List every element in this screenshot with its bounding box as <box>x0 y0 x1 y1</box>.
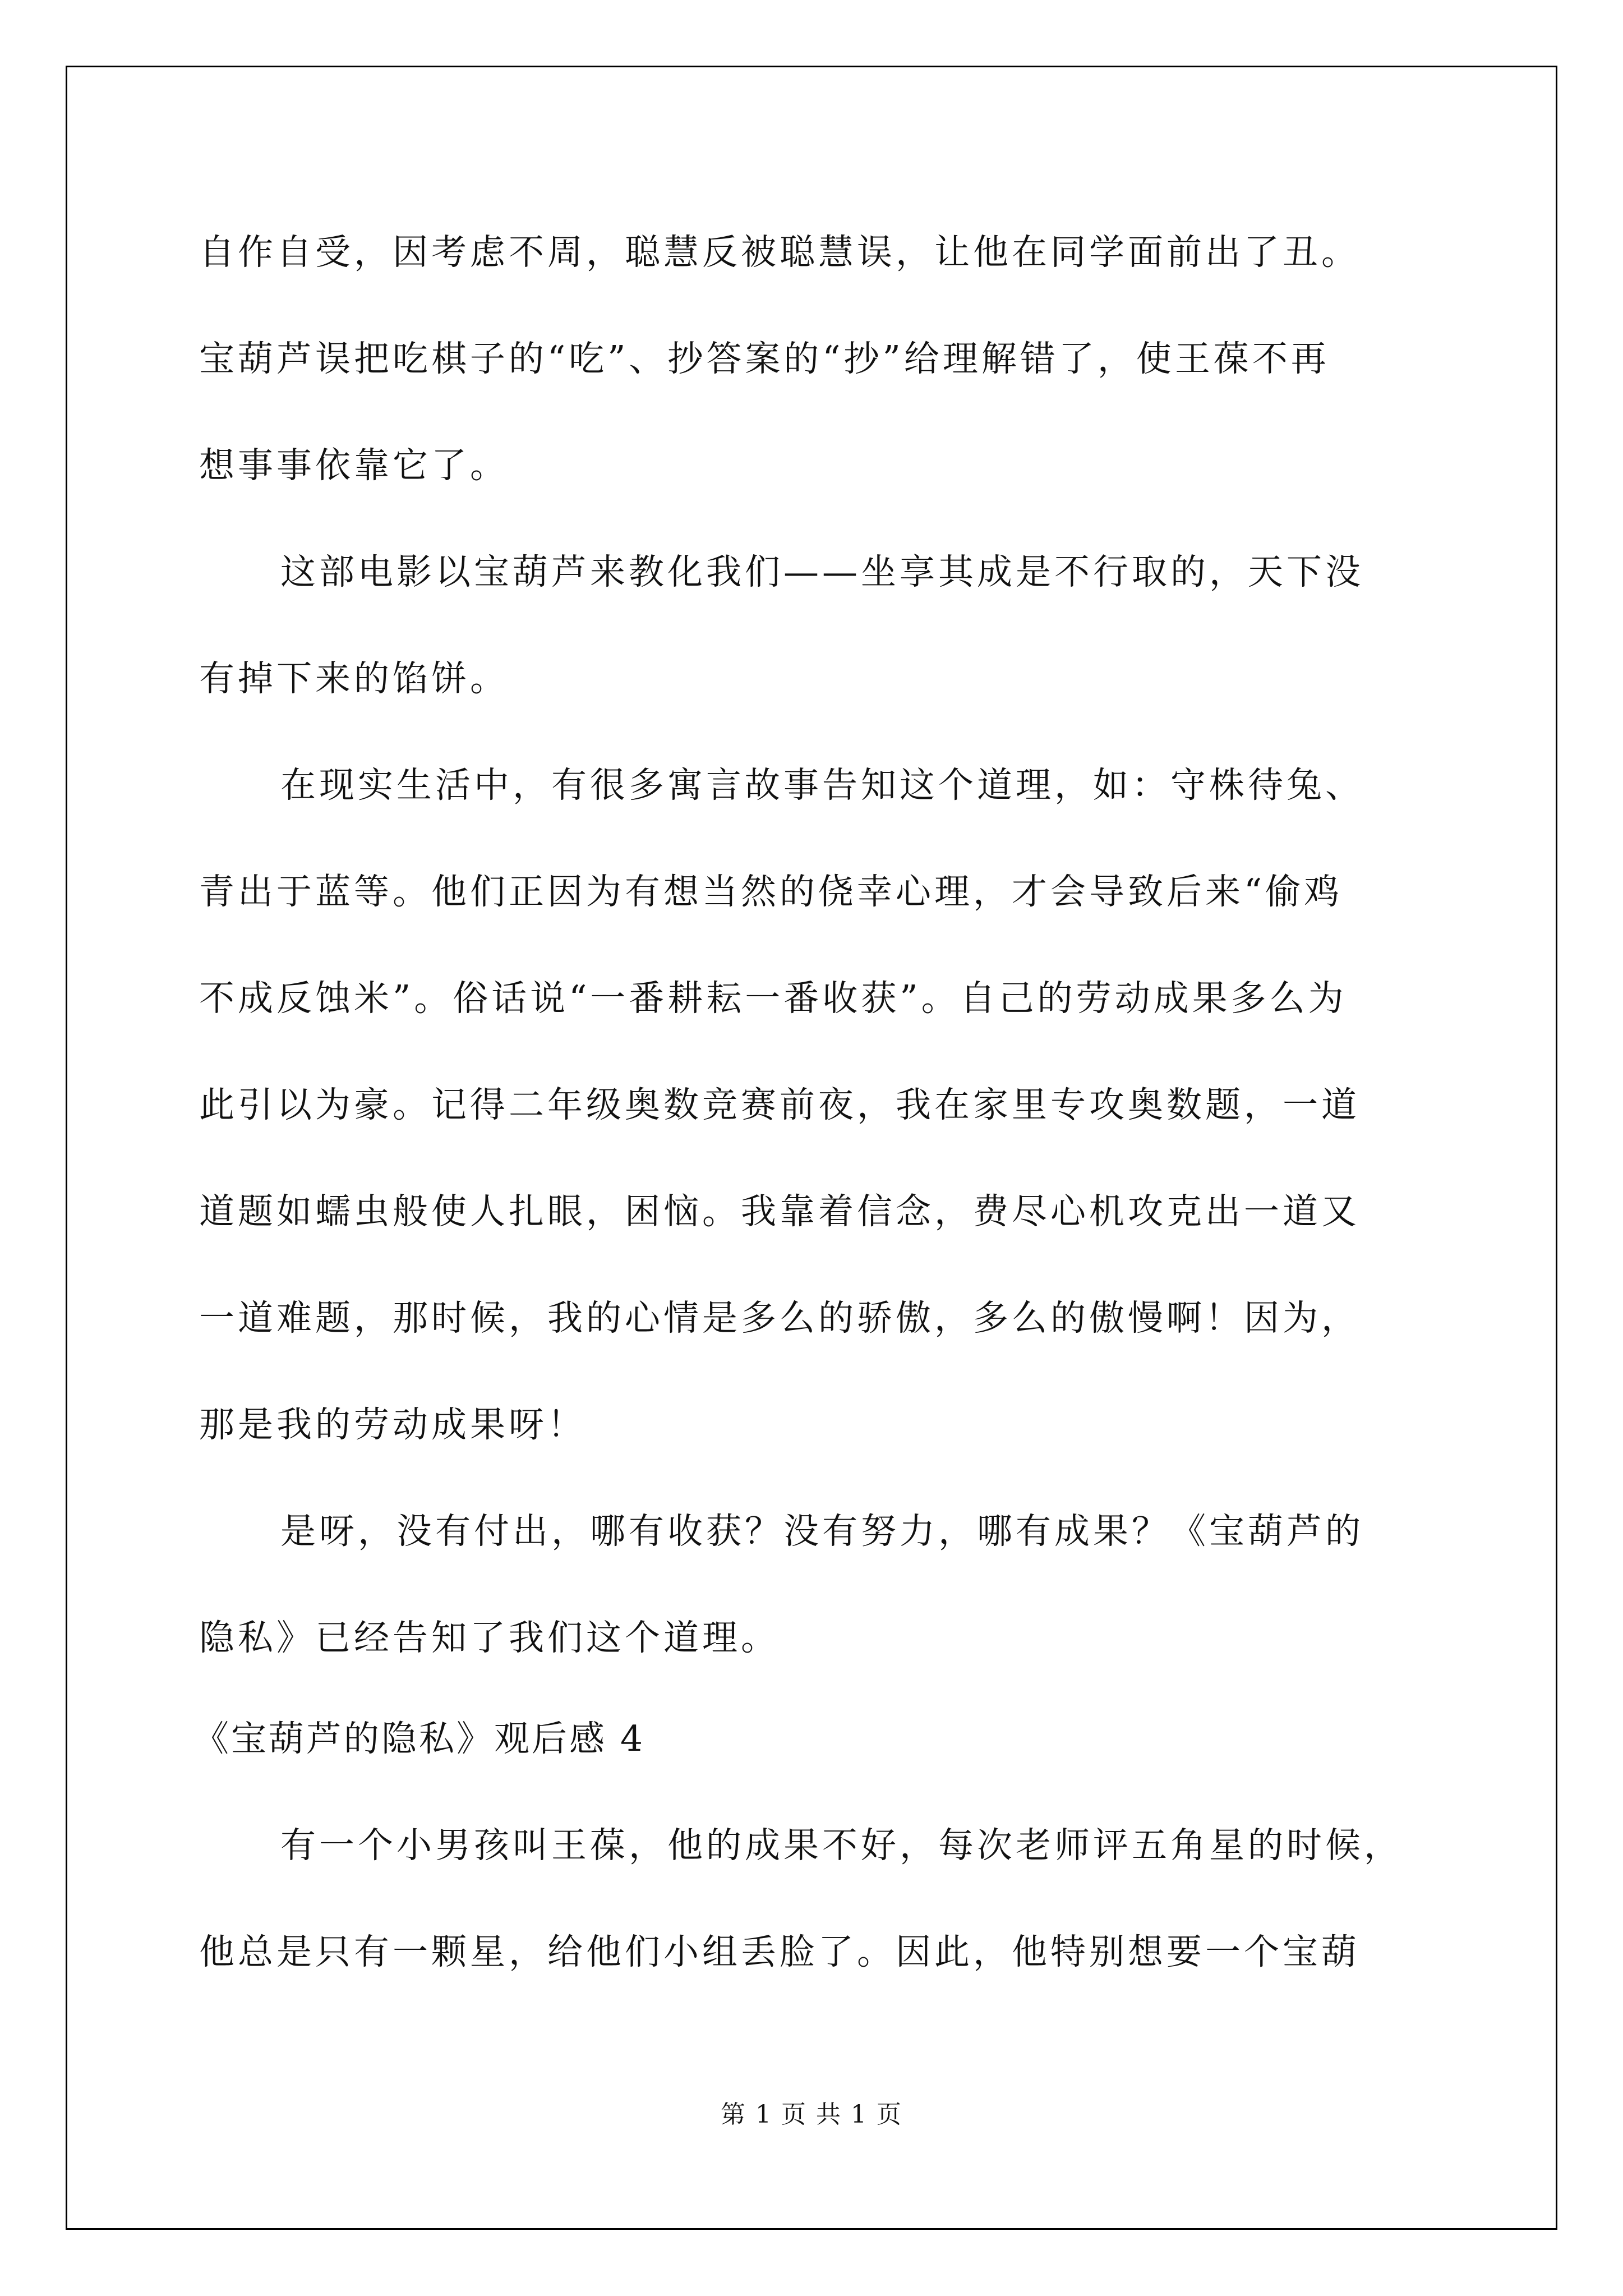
page-border <box>66 66 1557 2230</box>
paragraph-first-line: 有一个小男孩叫王葆，他的成果不好，每次老师评五角星的时候， <box>280 1825 1403 1866</box>
paragraph-first-line: 是呀，没有付出，哪有收获？没有努力，哪有成果？《宝葫芦的 <box>280 1511 1364 1552</box>
text-line: 青出于蓝等。他们正因为有想当然的侥幸心理，才会导致后来“偷鸡 <box>199 871 1343 912</box>
section-heading: 《宝葫芦的隐私》观后感 4 <box>193 1718 645 1759</box>
text-line: 那是我的劳动成果呀！ <box>199 1404 586 1445</box>
paragraph-first-line: 在现实生活中，有很多寓言故事告知这个道理，如：守株待兔、 <box>280 765 1364 806</box>
text-line: 有掉下来的馅饼。 <box>199 658 509 699</box>
text-line: 不成反蚀米”。俗话说“一番耕耘一番收获”。自己的劳动成果多么为 <box>199 978 1347 1019</box>
text-line: 宝葫芦误把吃棋子的“吃”、抄答案的“抄”给理解错了，使王葆不再 <box>199 338 1330 379</box>
text-line: 想事事依靠它了。 <box>199 445 509 486</box>
text-line: 一道难题，那时候，我的心情是多么的骄傲，多么的傲慢啊！因为， <box>199 1297 1360 1338</box>
text-line: 道题如蠕虫般使人扎眼，困恼。我靠着信念，费尽心机攻克出一道又 <box>199 1191 1360 1232</box>
text-line: 隐私》已经告知了我们这个道理。 <box>199 1617 780 1658</box>
text-line: 此引以为豪。记得二年级奥数竞赛前夜，我在家里专攻奥数题，一道 <box>199 1084 1360 1125</box>
text-line: 他总是只有一颗星，给他们小组丢脸了。因此，他特别想要一个宝葫 <box>199 1931 1360 1972</box>
page-footer: 第 1 页 共 1 页 <box>721 2100 902 2129</box>
paragraph-first-line: 这部电影以宝葫芦来教化我们——坐享其成是不行取的，天下没 <box>280 551 1364 592</box>
text-line: 自作自受，因考虑不周，聪慧反被聪慧误，让他在同学面前出了丑。 <box>199 232 1360 273</box>
